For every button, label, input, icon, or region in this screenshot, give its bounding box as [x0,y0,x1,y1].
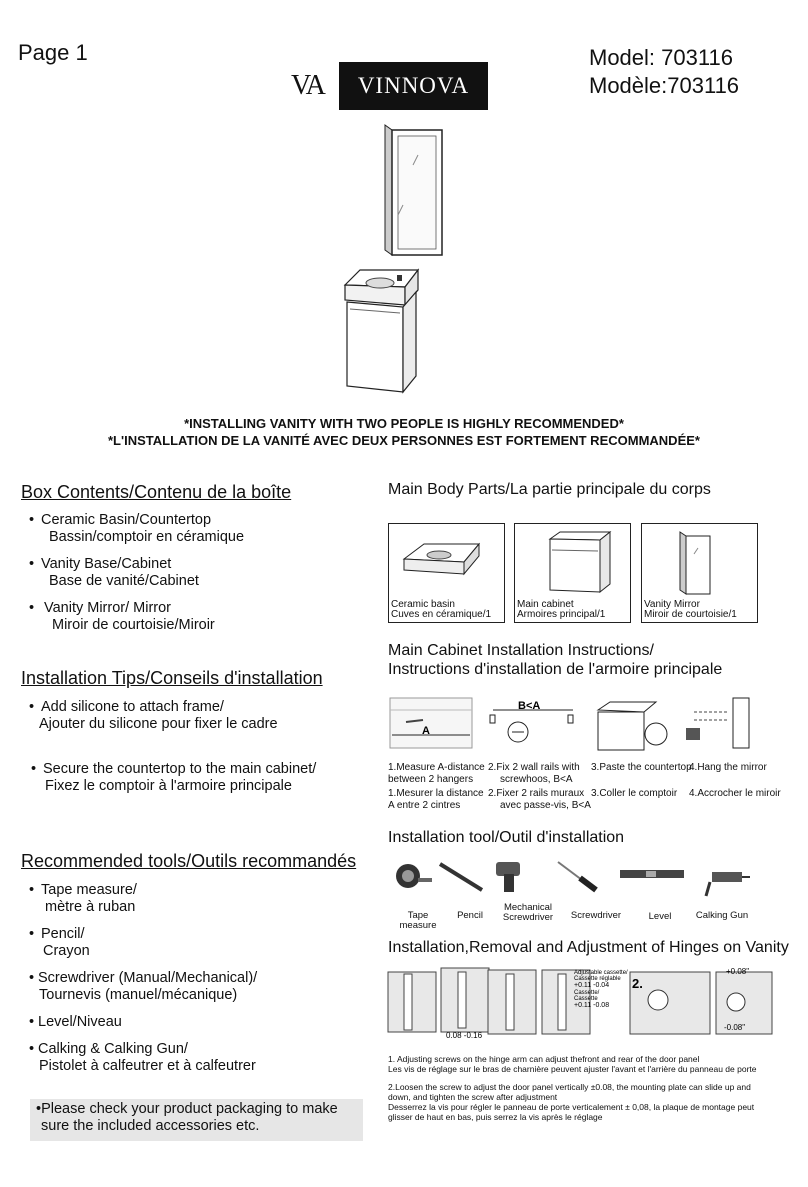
model-line: Model: 703116 [589,45,733,70]
list-item: • Pencil/ Crayon [29,926,90,959]
hinge-step-2-label: 2. [632,976,643,991]
box-contents-title: Box Contents/Contenu de la boîte [21,482,292,502]
cabinet-install-title: Main Cabinet Installation Instructions/ Instructions d'installation de l'armoire principale [388,642,723,678]
basin-icon [389,524,504,594]
list-item: • Add silicone to attach frame/ Ajouter du silicone pour fixer le cadre [29,699,278,732]
install-step-2: 2.Fix 2 wall rails with screwhoos, B<A 2.Fixer 2 rails muraux avec passe-vis, B<A [488,762,591,811]
hinge-tolerance: 0.08 -0.16 [446,1031,483,1040]
brand-name: VINNOVA [339,62,488,110]
part-box-cabinet: Main cabinet Armoires principal/1 [514,523,631,623]
list-item: • Vanity Mirror/ Mirror Miroir de courtoisie/Miroir [29,600,215,633]
tape-measure-icon [396,864,432,888]
tips-title: Installation Tips/Conseils d'installation [21,668,323,688]
recommended-tools-title: Recommended tools/Outils recommandés [21,851,357,871]
tool-caption-level: Level [648,911,672,922]
tool-caption-mechanical: Mechanical Screwdriver [502,902,554,923]
screwdriver-icon [558,862,596,890]
label-a: A [422,725,430,737]
install-step-1: 1.Measure A-distance between 2 hangers 1.Mesurer la distance A entre 2 cintres [388,762,485,811]
mechanical-screwdriver-icon [496,862,520,892]
calking-gun-icon [706,872,750,896]
list-item: • Ceramic Basin/Countertop Bassin/comptoir en céramique [29,512,245,545]
list-item: • Calking & Calking Gun/ Pistolet à calfeutrer et à calfeutrer [29,1041,256,1074]
mirror-icon [642,524,757,596]
brand-logo [291,62,488,110]
hinge-note-2: 2.Loosen the screw to adjust the door panel vertically ±0.08, the mounting plate can slide up and down, and tighten the screw after adjustment Desserrez la vis pour régler le panneau de porte verticalement ± 0,08, la plaque de montage peut glisser de haut en bas, puis serrez la vis après le réglage [388,1082,755,1122]
logo-mark: VA [291,70,324,101]
hinges-title: Installation,Removal and Adjustment of Hinges on Vanity [388,939,789,956]
cabinet-install-diagrams [388,690,788,755]
model-number [589,44,739,100]
tool-caption-gun: Calking Gun [695,910,749,921]
list-item: • Secure the countertop to the main cabinet/ Fixez le comptoir à l'armoire principale [31,761,317,794]
tool-icons [388,852,788,902]
install-step-4: 4.Hang the mirror 4.Accrocher le miroir [689,762,781,799]
hinge-diagrams [386,960,786,1045]
tool-caption-pencil: Pencil [457,910,483,921]
svg-text:Cassette réglable: Cassette réglable [574,976,621,982]
level-icon [620,870,684,878]
cabinet-icon [515,524,630,596]
modele-line: Modèle:703116 [589,73,740,98]
svg-text:+0.11 -0.04: +0.11 -0.04 [574,982,610,989]
main-parts-title: Main Body Parts/La partie principale du corps [388,481,711,498]
part-box-basin: Ceramic basin Cuves en céramique/1 [388,523,505,623]
svg-text:+0.11 -0.08: +0.11 -0.08 [574,1002,610,1009]
list-item: • Tape measure/ mètre à ruban [29,882,137,915]
part-box-mirror: Vanity Mirror Miroir de courtoisie/1 [641,523,758,623]
hinge-plus: +0.08" [726,967,750,976]
hinge-minus: -0.08" [724,1023,746,1032]
list-item: • Screwdriver (Manual/Mechanical)/ Tournevis (manuel/mécanique) [29,970,258,1003]
svg-text:Cassette/: Cassette/ [574,990,600,996]
install-step-3: 3.Paste the countertop 3.Coller le comptoir [591,762,692,799]
list-item: • Vanity Base/Cabinet Base de vanité/Cabinet [29,556,199,589]
list-item: • Level/Niveau [29,1014,122,1030]
vanity-illustration [330,120,480,400]
install-tool-title: Installation tool/Outil d'installation [388,829,625,846]
page-number: Page 1 [18,40,88,65]
svg-text:Cassette: Cassette [574,996,598,1002]
packaging-note: •Please check your product packaging to make sure the included accessories etc. [30,1099,363,1141]
tool-caption-tape: Tape measure [399,910,437,931]
hinge-note-1: 1. Adjusting screws on the hinge arm can adjust thefront and rear of the door panel Les vis de réglage sur le bras de charnière peuvent ajuster l'avant et l'arrière du panneau de porte [388,1054,757,1074]
warning-en: *INSTALLING VANITY WITH TWO PEOPLE IS HIGHLY RECOMMENDED* [184,416,624,431]
warning-fr: *L'INSTALLATION DE LA VANITÉ AVEC DEUX PERSONNES EST FORTEMENT RECOMMANDÉE* [108,433,700,448]
svg-text:Adjustable cassette/: Adjustable cassette/ [574,970,628,976]
pencil-icon [440,864,482,890]
label-b-less-a: B<A [518,700,541,712]
tool-caption-screwdriver: Screwdriver [570,910,622,921]
